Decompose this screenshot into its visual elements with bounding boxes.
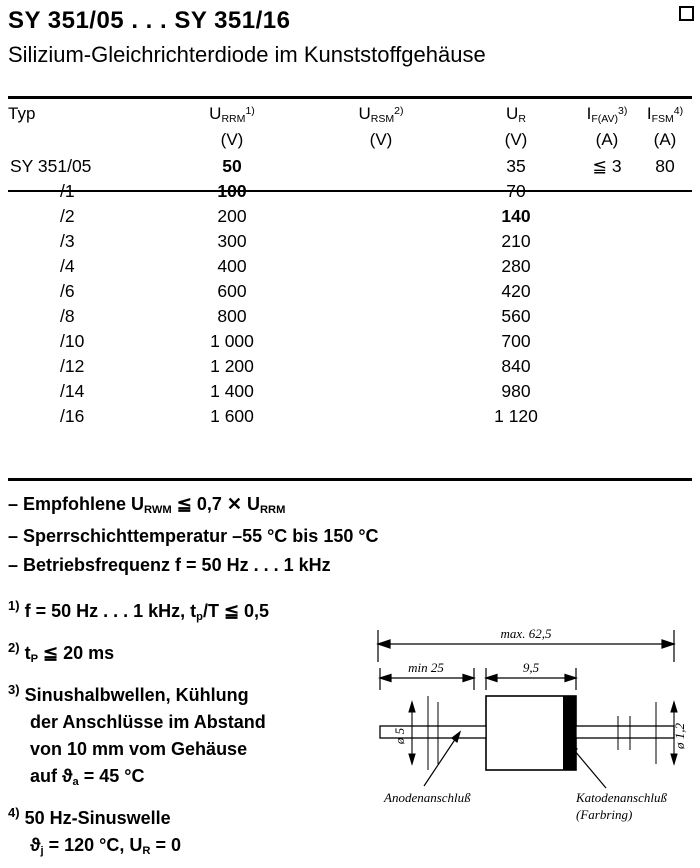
unit-ifsm: (A) (653, 130, 677, 149)
footnote-3: $^{3)}$ Sinushalbwellen, Kühlung der Anschlüsse im Abstand von 10 mm vom Gehäuse auf $ϑ_a = 45$ °C (8, 676, 378, 793)
footnote-3-line3: von 10 mm vom Gehäuse (30, 739, 248, 759)
dimension-wire-diameter-label: ø 1,2 (672, 723, 687, 749)
cell-urrm: 1 000 (210, 331, 254, 351)
cell-ursm (306, 231, 456, 256)
footnote-2-marker: 2) (8, 640, 20, 655)
cell-typ: /6 (60, 281, 75, 301)
cell-ursm (306, 156, 456, 181)
label-anode: Anodenanschluß (384, 790, 471, 805)
unit-urrm: (V) (220, 130, 244, 149)
dimension-lead-diameter-label: ø 5 (392, 727, 407, 745)
cathode-color-ring (563, 696, 576, 770)
cell-ifsm: 80 (655, 156, 675, 176)
cell-typ: /14 (60, 381, 85, 401)
column-header-ursm: $U_{RSM}^{2)}$ (358, 104, 404, 125)
cell-typ: /3 (60, 231, 75, 251)
cell-ur: 560 (501, 306, 531, 326)
cell-urrm: 600 (217, 281, 247, 301)
table-unit-row (8, 130, 692, 156)
unit-typ (8, 130, 158, 156)
cell-ur: 700 (501, 331, 531, 351)
column-header-ifsm: $I_{FSM}^{4)}$ (646, 104, 684, 125)
footnote-2: $^{2)}$ $t_P$ ≦ 20 ms (8, 640, 115, 666)
cell-ifav: ≦ 3 (592, 156, 622, 176)
table-row (8, 156, 692, 181)
note-junction-temperature: – Sperrschichttemperatur –55 °C bis 150 °C (8, 526, 379, 546)
cell-ursm (306, 206, 456, 231)
footnote-1: $^{1)}$ f = 50 Hz . . . 1 kHz, $t_p/T$ ≦ 0,5 (8, 598, 270, 624)
package-outline-drawing (368, 616, 694, 828)
cell-ursm (306, 356, 456, 381)
divider-top (8, 96, 692, 99)
column-header-ur: $U_R$ (506, 104, 526, 125)
cell-typ: /4 (60, 256, 75, 276)
divider-table-bottom (8, 478, 692, 481)
cell-ur: 35 (506, 156, 526, 176)
dimension-min-label: min 25 (408, 660, 444, 675)
footnote-3-marker: 3) (8, 682, 20, 697)
footnote-4: $^{4)}$ 50 Hz-Sinuswelle $ϑ_j = 120$ °C, $U_R = 0$ (8, 799, 378, 862)
dimension-body-label: 9,5 (522, 660, 540, 675)
cell-ur: 980 (501, 381, 531, 401)
cell-ur: 70 (506, 181, 526, 201)
cell-ur: 420 (501, 281, 531, 301)
footnote-1-marker: 1) (8, 598, 20, 613)
column-header-ifav: $I_{F(AV)}^{3)}$ (586, 104, 628, 125)
cell-ur: 210 (501, 231, 531, 251)
square-outline-icon (679, 6, 694, 21)
footnote-3-line4: auf $ϑ_a = 45$ °C (30, 766, 145, 789)
column-header-urrm: $U_{RRM}^{1)}$ (209, 104, 255, 125)
cell-typ: /2 (60, 206, 75, 226)
cell-ursm (306, 331, 456, 356)
cell-typ: /8 (60, 306, 75, 326)
cell-urrm: 300 (217, 231, 247, 251)
page-subtitle: Silizium-Gleichrichterdiode im Kunststoffgehäuse (8, 42, 486, 67)
cell-ursm (306, 181, 456, 206)
cell-typ: /1 (60, 181, 75, 201)
cell-ursm (306, 256, 456, 281)
cell-ur: 1 120 (494, 406, 538, 426)
cell-urrm: 50 (222, 156, 242, 176)
note-recommended: – Empfohlene $U_{RWM}$ ≦ 0,7 ✕ $U_{RRM}$ (8, 494, 286, 517)
cell-ursm (306, 306, 456, 331)
unit-ursm: (V) (369, 130, 393, 149)
cell-ur: 280 (501, 256, 531, 276)
cell-ur: 140 (501, 206, 531, 226)
cathode-lead (576, 726, 674, 738)
cell-urrm: 100 (217, 181, 247, 201)
unit-ur: (V) (504, 130, 528, 149)
diode-body (486, 696, 576, 770)
table-header-row (8, 104, 692, 130)
cell-urrm: 1 200 (210, 356, 254, 376)
footnote-4-line2: $ϑ_j = 120$ °C, $U_R = 0$ (30, 835, 181, 858)
label-cathode: Katodenanschluß (576, 790, 667, 805)
label-cathode-ring: (Farbring) (576, 807, 633, 822)
cell-typ: /10 (60, 331, 85, 351)
footnotes (8, 592, 378, 868)
footnote-3-line2: der Anschlüsse im Abstand (30, 712, 266, 732)
note-operating-frequency: – Betriebsfrequenz f = 50 Hz . . . 1 kHz (8, 555, 331, 575)
cell-urrm: 200 (217, 206, 247, 226)
unit-ifav: (A) (595, 130, 619, 149)
footnote-4-marker: 4) (8, 805, 20, 820)
cell-urrm: 400 (217, 256, 247, 276)
cell-ursm (306, 381, 456, 406)
cell-urrm: 1 600 (210, 406, 254, 426)
general-notes (8, 490, 528, 580)
cell-typ: /12 (60, 356, 85, 376)
dimension-max-label: max. 62,5 (500, 626, 552, 641)
cell-typ: SY 351/05 (10, 156, 92, 176)
cell-ursm (306, 281, 456, 306)
cell-ur: 840 (501, 356, 531, 376)
specification-table (8, 104, 692, 431)
page-title: SY 351/05 . . . SY 351/16 (8, 7, 291, 34)
cell-urrm: 1 400 (210, 381, 254, 401)
column-header-typ: Typ (8, 104, 36, 123)
cell-ursm (306, 406, 456, 431)
cell-urrm: 800 (217, 306, 247, 326)
cell-typ: /16 (60, 406, 85, 426)
document-header (8, 6, 692, 70)
